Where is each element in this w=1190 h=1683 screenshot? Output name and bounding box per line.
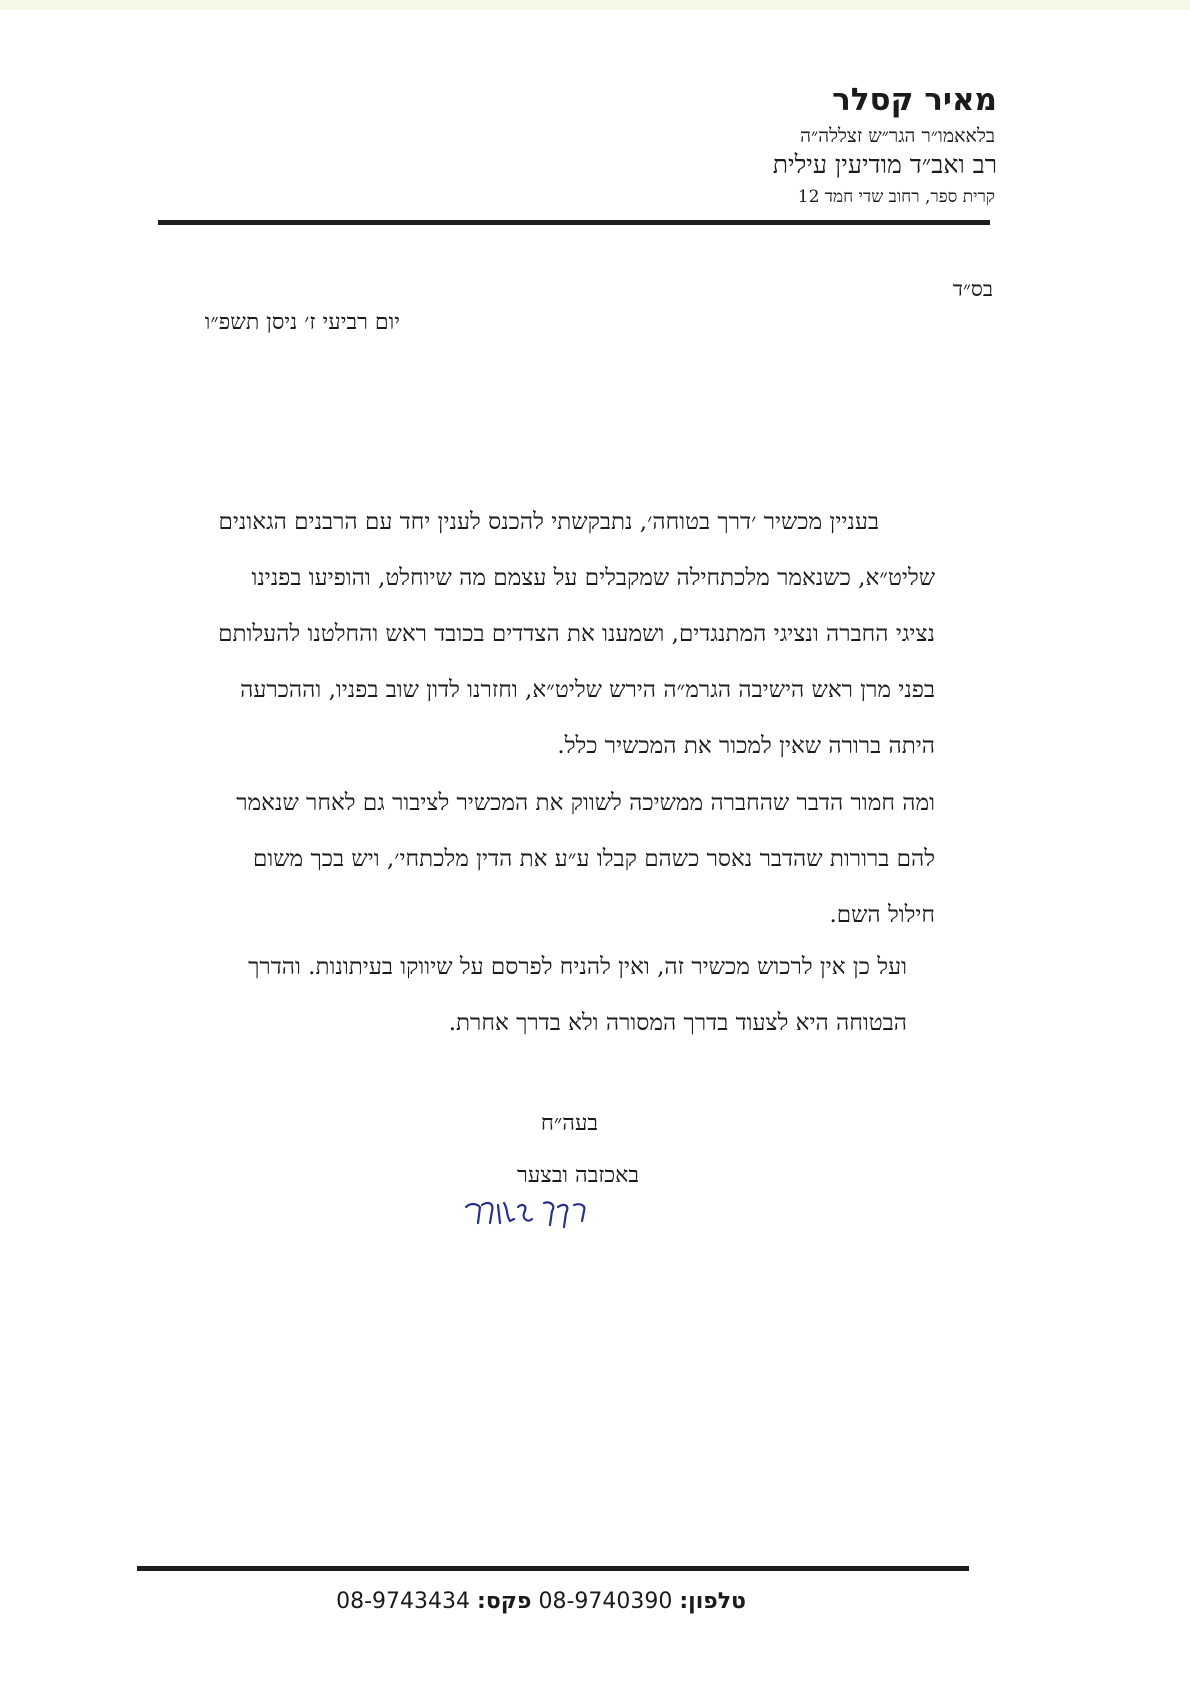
body-line: נציגי החברה ונציגי המתנגדים, ושמענו את הצדדים בכובד ראש והחלטנו להעלותם <box>218 621 935 647</box>
contact-line <box>336 1588 746 1616</box>
body-paragraph-3 <box>145 939 935 1051</box>
body-line: בפני מרן ראש הישיבה הגרמ״ה הירש שליט״א, וחזרנו לדון שוב בפניו, וההכרעה <box>240 677 935 703</box>
footer-divider <box>137 1566 969 1571</box>
bsd-mark: בס״ד <box>952 277 993 301</box>
letterhead-name: מאיר קסלר <box>832 82 997 118</box>
body-line: חילול השם. <box>829 902 935 928</box>
body-line: להם ברורות שהדבר נאסר כשהם קבלו ע״ע את הדין מלכתחי׳, ויש בכך משום <box>252 846 935 872</box>
body-line: ומה חמור הדבר שהחברה ממשיכה לשווק את המכשיר לציבור גם לאחר שנאמר <box>236 790 935 816</box>
handwritten-signature <box>458 1193 598 1233</box>
closing-bea-h: בעה״ח <box>540 1111 598 1136</box>
letterhead-honorific: בלאאמו״ר הגר״ש זצללה״ה <box>800 125 995 147</box>
closing-regret: באכזבה ובצער <box>517 1163 639 1188</box>
fax-number: 08-9743434 <box>336 1589 471 1614</box>
body-line: ועל כן אין לרכוש מכשיר זה, ואין להניח לפרסם על שיווקו בעיתונות. והדרך <box>248 954 907 980</box>
body-paragraph-1 <box>145 494 935 774</box>
body-line: בעניין מכשיר ׳דרך בטוחה׳, נתבקשתי להכנס לענין יחד עם הרבנים הגאונים <box>218 509 879 535</box>
phone-label: טלפון: <box>679 1589 746 1614</box>
header-divider <box>158 220 990 225</box>
body-line: הבטוחה היא לצעוד בדרך המסורה ולא בדרך אחרת. <box>448 1010 907 1036</box>
page-top-tint <box>0 0 1190 10</box>
letter-date: יום רביעי ז׳ ניסן תשפ״ו <box>204 310 400 335</box>
fax-label: פקס: <box>477 1589 532 1614</box>
body-line: שליט״א, כשנאמר מלכתחילה שמקבלים על עצמם מה שיוחלט, והופיעו בפנינו <box>251 565 935 591</box>
body-line: היתה ברורה שאין למכור את המכשיר כלל. <box>557 733 935 759</box>
phone-number: 08-9740390 <box>538 1589 673 1614</box>
body-paragraph-2 <box>145 775 935 943</box>
letterhead-title: רב ואב״ד מודיעין עילית <box>772 150 997 179</box>
letterhead-address: קרית ספר, רחוב שדי חמד 12 <box>797 187 995 207</box>
